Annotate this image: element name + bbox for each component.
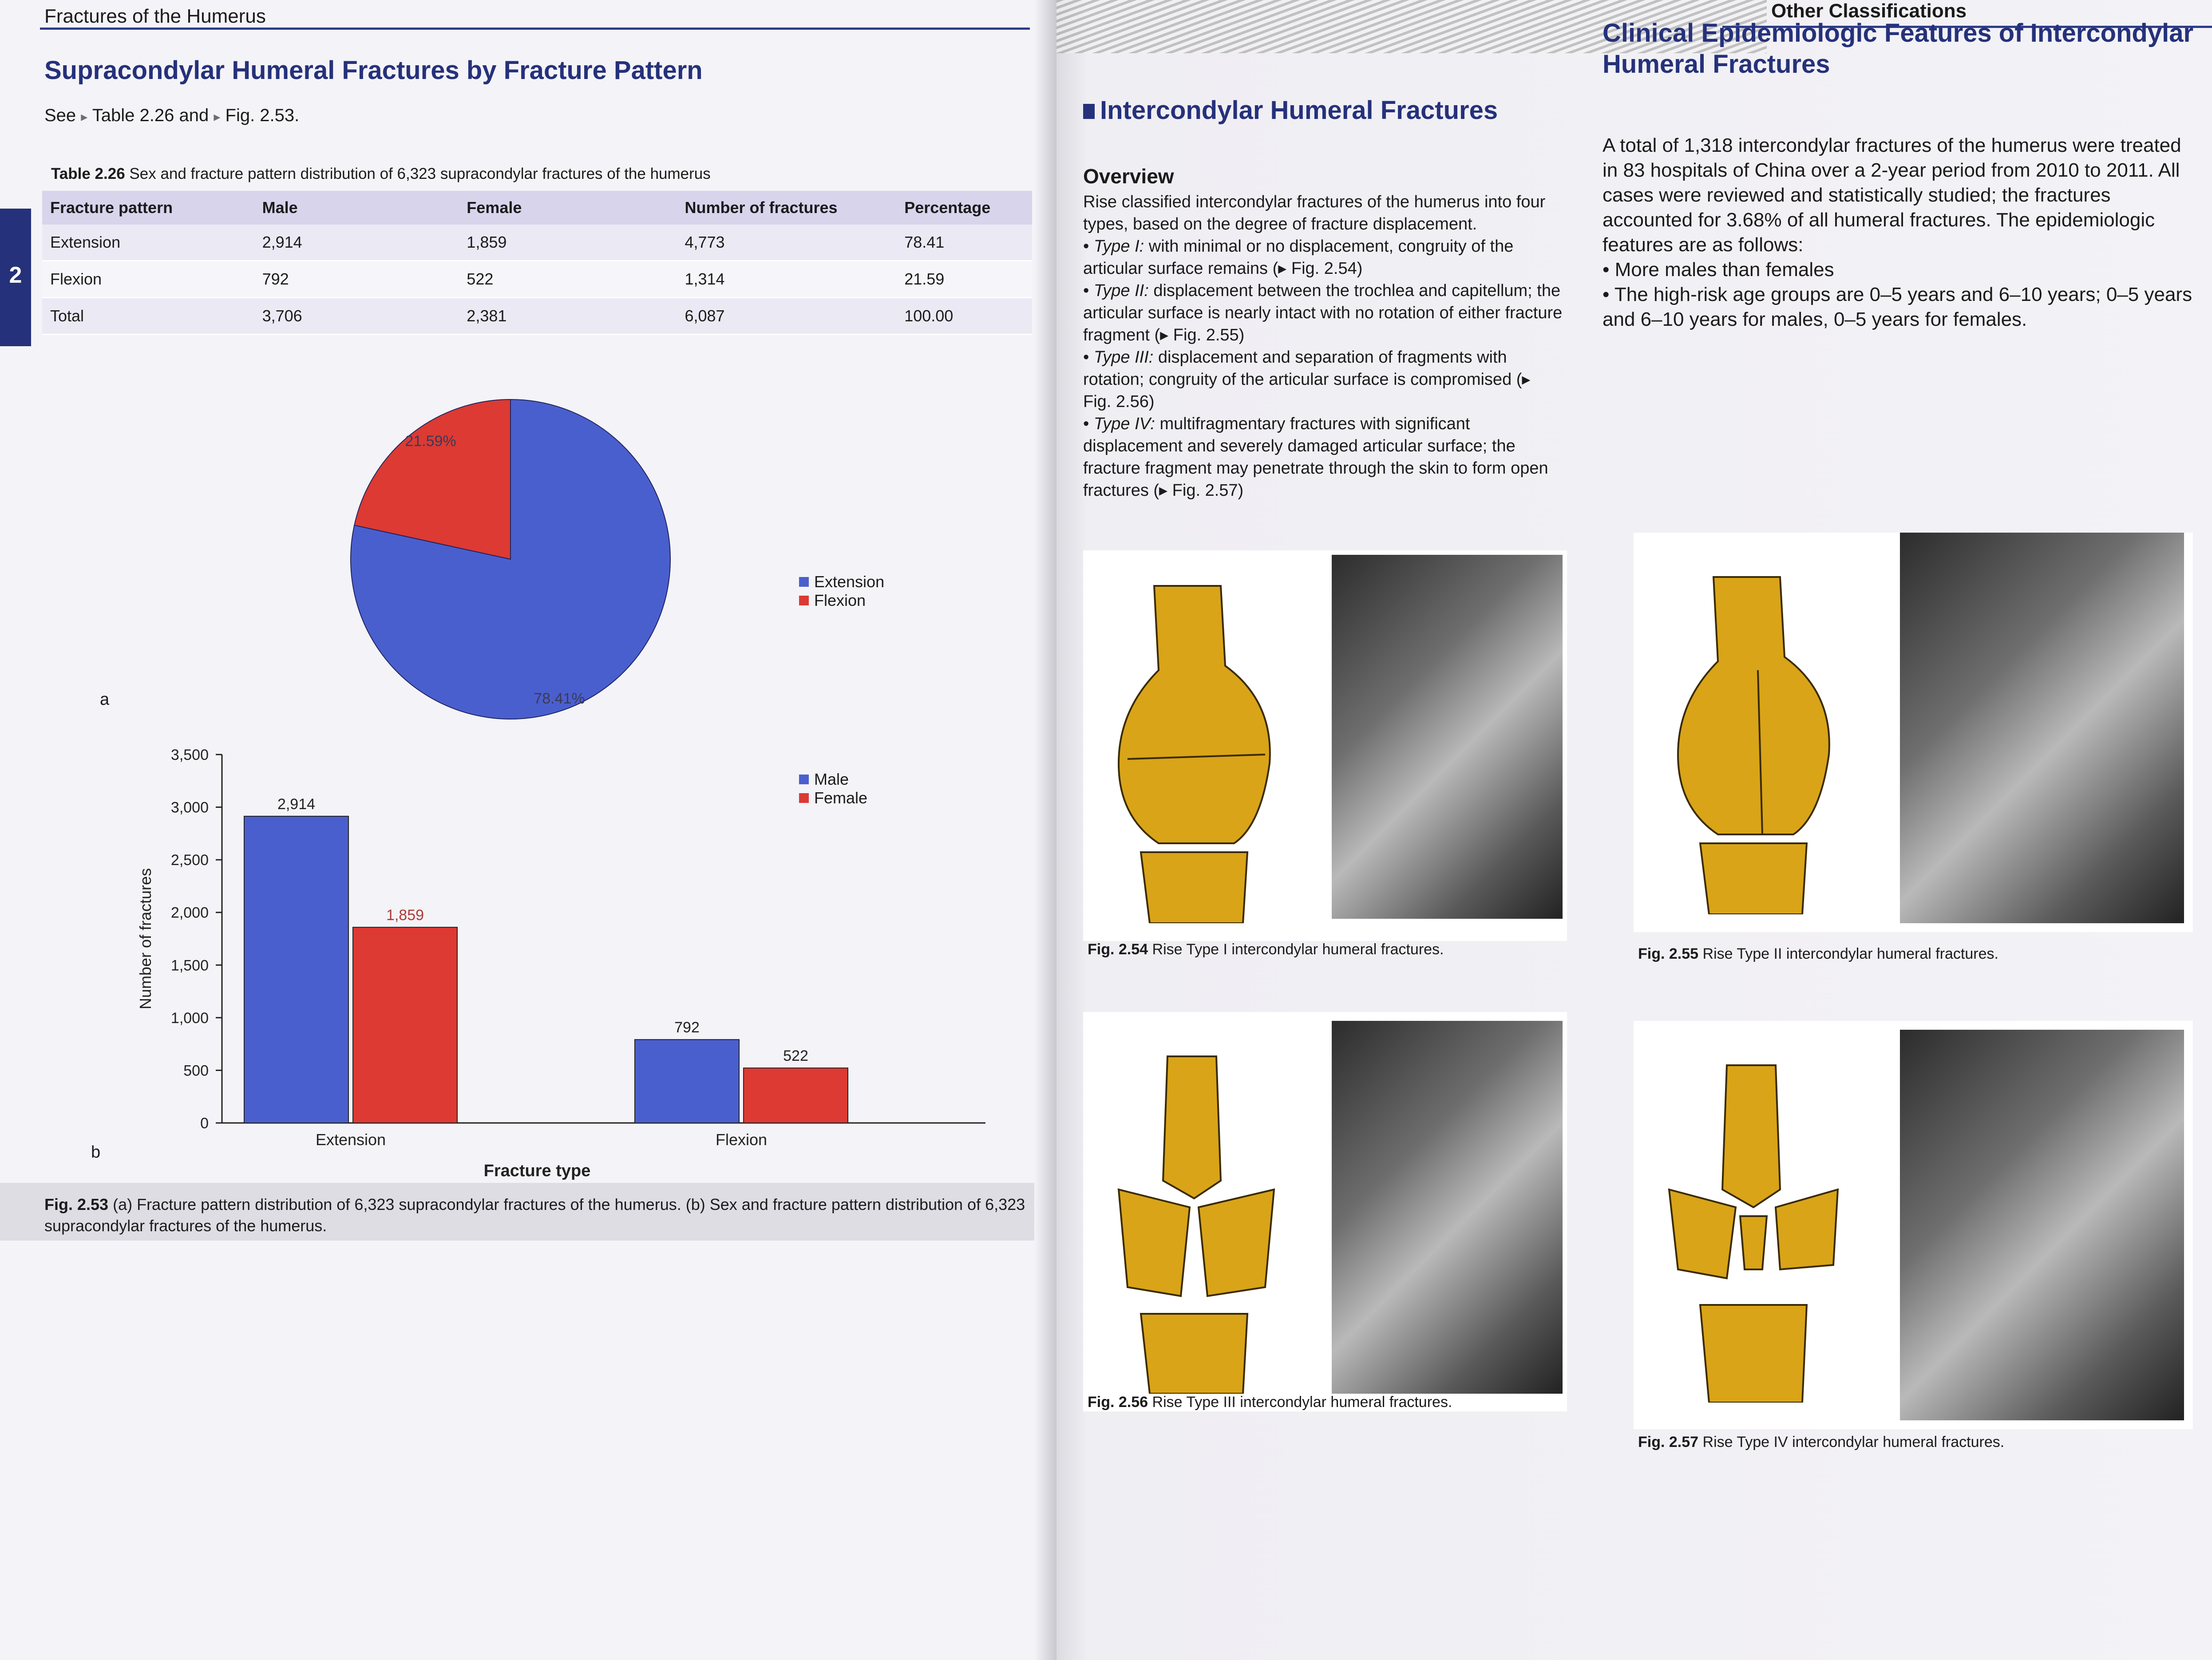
chapter-tab: 2 [0, 209, 31, 346]
table-cell: 1,859 [459, 225, 677, 261]
type-item: • Type III: displacement and separation of fragments with rotation; congruity of the articular surface is compromised (▸ Fig. 2.56) [1083, 348, 1531, 411]
data-table [42, 191, 1032, 335]
bone-illustration [1101, 577, 1292, 923]
legend-label: Male [814, 770, 849, 788]
pie-legend [799, 573, 884, 610]
legend-swatch [799, 577, 809, 587]
table-cell: Flexion [42, 261, 254, 298]
type-text: displacement between the trochlea and capitellum; the articular surface is nearly intact with no rotation of either fracture fragment (▸ Fig. 2.55) [1083, 281, 1563, 344]
table-cell: 2,381 [459, 298, 677, 335]
legend-swatch [799, 596, 809, 605]
section-title [1083, 95, 1498, 125]
bar-legend [799, 770, 867, 807]
table-row [42, 298, 1032, 335]
xray-image [1900, 1030, 2184, 1420]
type-item: • Type II: displacement between the trochlea and capitellum; the articular surface is nearly intact with no rotation of either fracture fragment (▸ Fig. 2.55) [1083, 281, 1563, 344]
bar-data-label: 792 [674, 1019, 700, 1036]
legend-item [799, 573, 884, 591]
type-text: multifragmentary fractures with significant displacement and severely damaged articular surface; the fracture fragment may penetrate through the skin to form open fractures (▸ Fig. 2.57) [1083, 415, 1548, 500]
pie-chart [311, 373, 710, 737]
figure-label: Fig. 2.57 [1638, 1434, 1699, 1451]
xray-image [1900, 533, 2184, 923]
table-cell: 21.59 [896, 261, 1032, 298]
subhead: Overview [1083, 165, 1174, 188]
clinical-bullet: • The high-risk age groups are 0–5 years and 6–10 years; 0–5 years and 6–10 years for males, 0–5 years for females. [1603, 284, 2192, 330]
type-item: • Type I: with minimal or no displacement, congruity of the articular surface remains (▸ Fig. 2.54) [1083, 237, 1514, 278]
bar-female-extension [353, 927, 457, 1123]
figure-caption-label: Fig. 2.53 [44, 1195, 109, 1213]
col-header: Percentage [896, 191, 1032, 225]
running-head-left: Fractures of the Humerus [44, 5, 266, 27]
clinical-text [1603, 133, 2197, 332]
bar-data-label: 2,914 [277, 795, 316, 813]
bone-illustration [1101, 1047, 1292, 1394]
bar-female-flexion [744, 1068, 848, 1123]
clinical-title: Clinical Epidemiologic Features of Intercondylar Humeral Fractures [1603, 19, 2194, 79]
table-header-row [42, 191, 1032, 225]
figure-text: Rise Type I intercondylar humeral fractures. [1152, 941, 1444, 958]
legend-item [799, 770, 867, 789]
table-cell: 1,314 [677, 261, 896, 298]
y-tick-label: 2,500 [170, 852, 209, 869]
intro-paragraph: Rise classified intercondylar fractures of the humerus into four types, based on the degree of fracture displacement. [1083, 193, 1546, 233]
figure-panel [1083, 550, 1567, 941]
legend-label: Female [814, 789, 868, 807]
table-cell: 100.00 [896, 298, 1032, 335]
see-figure-link[interactable]: Fig. 2.53. [225, 106, 300, 125]
legend-item [799, 591, 884, 610]
legend-item [799, 789, 867, 807]
table-caption-text: Sex and fracture pattern distribution of 6,323 supracondylar fractures of the humerus [129, 165, 711, 182]
bone-illustration [1660, 1056, 1851, 1403]
type-text: displacement and separation of fragments with rotation; congruity of the articular surface is compromised (▸ Fig. 2.56) [1083, 348, 1531, 411]
type-label: Type III: [1093, 348, 1154, 367]
left-page [0, 0, 1057, 1660]
y-tick-label: 500 [183, 1062, 209, 1079]
figure-text: Rise Type IV intercondylar humeral fractures. [1702, 1434, 2005, 1451]
running-head-right: Other Classifications [1771, 0, 1967, 22]
right-page [1057, 0, 2212, 1660]
table-caption [51, 165, 711, 183]
table-cell: 6,087 [677, 298, 896, 335]
legend-swatch [799, 793, 809, 803]
x-tick-label: Flexion [715, 1130, 768, 1149]
figure-panel [1634, 533, 2193, 932]
col-header: Female [459, 191, 677, 225]
y-tick-label: 0 [200, 1115, 209, 1132]
see-table-link[interactable]: Table 2.26 and [92, 106, 209, 125]
y-tick-label: 3,500 [170, 747, 209, 763]
y-tick-label: 1,000 [170, 1009, 209, 1027]
bar-male-flexion [635, 1039, 739, 1123]
bar-data-label: 522 [783, 1047, 808, 1065]
panel-b-label: b [91, 1143, 101, 1162]
clinical-bullet: • More males than females [1603, 259, 1834, 281]
figure-caption [1088, 941, 1444, 958]
figure-label: Fig. 2.54 [1088, 941, 1148, 958]
x-tick-label: Extension [315, 1130, 386, 1149]
figure-caption-text: (a) Fracture pattern distribution of 6,323 supracondylar fractures of the humerus. (b) Sex and fracture pattern distribution of 6,323 supracondylar fractures of the humerus. [44, 1195, 1025, 1235]
type-label: Type I: [1093, 237, 1144, 256]
pie-data-label: 21.59% [405, 433, 456, 450]
y-tick-label: 3,000 [170, 799, 209, 816]
header-rule [40, 28, 1030, 30]
legend-label: Extension [814, 573, 885, 591]
xray-image [1332, 555, 1563, 919]
y-tick-label: 1,500 [170, 957, 209, 974]
figure-text: Rise Type III intercondylar humeral fractures. [1152, 1394, 1452, 1411]
bar-chart [133, 728, 1021, 1194]
table-caption-label: Table 2.26 [51, 165, 125, 182]
figure-caption [1638, 945, 1998, 963]
section-title: Supracondylar Humeral Fractures by Fracture Pattern [44, 56, 703, 85]
see-prefix: See [44, 106, 76, 125]
clinical-bullet-text: The high-risk age groups are 0–5 years and 6–10 years; 0–5 years and 6–10 years for males, 0–5 years for females. [1603, 284, 2192, 330]
type-label: Type II: [1093, 281, 1149, 300]
table-cell: 78.41 [896, 225, 1032, 261]
xray-image [1332, 1021, 1563, 1394]
bar-male-extension [244, 816, 348, 1123]
table-cell: 3,706 [254, 298, 459, 335]
clinical-paragraph: A total of 1,318 intercondylar fractures of the humerus were treated in 83 hospitals of China over a 2-year period from 2010 to 2011. All cases were reviewed and statistically studied; the fractures accounted for 3.68% of all humeral fractures. The epidemiologic features are as follows: [1603, 134, 2181, 256]
arrow-icon: ▸ [214, 110, 221, 124]
figure-text: Rise Type II intercondylar humeral fractures. [1702, 945, 1998, 962]
table-cell: 4,773 [677, 225, 896, 261]
type-item: • Type IV: multifragmentary fractures with significant displacement and severely damaged articular surface; the fracture fragment may penetrate through the skin to form open fractures (▸ Fig. 2.57) [1083, 415, 1548, 500]
y-tick-label: 2,000 [170, 904, 209, 921]
arrow-icon: ▸ [81, 110, 88, 124]
table-cell: 792 [254, 261, 459, 298]
figure-panel [1634, 1021, 2193, 1429]
col-header: Number of fractures [677, 191, 896, 225]
figure-caption [44, 1194, 1030, 1237]
bone-illustration [1660, 568, 1851, 914]
panel-a-label: a [100, 690, 110, 709]
col-header: Male [254, 191, 459, 225]
table-row [42, 225, 1032, 261]
legend-label: Flexion [814, 591, 866, 609]
table-cell: 2,914 [254, 225, 459, 261]
overview-text [1083, 191, 1563, 502]
section-title-text: Intercondylar Humeral Fractures [1100, 96, 1498, 125]
see-line [44, 106, 299, 126]
pie-data-label: 78.41% [534, 690, 585, 707]
bar-data-label: 1,859 [386, 907, 424, 924]
y-axis-label: Number of fractures [136, 868, 154, 1010]
table-cell: Extension [42, 225, 254, 261]
type-text: with minimal or no displacement, congruity of the articular surface remains (▸ Fig. 2.54) [1083, 237, 1514, 278]
table-row [42, 261, 1032, 298]
table-cell: Total [42, 298, 254, 335]
section-marker-icon [1083, 104, 1095, 119]
figure-caption [1088, 1394, 1452, 1411]
legend-swatch [799, 775, 809, 784]
type-label: Type IV: [1093, 415, 1155, 433]
x-axis-label: Fracture type [483, 1162, 591, 1180]
table-cell: 522 [459, 261, 677, 298]
figure-label: Fig. 2.55 [1638, 945, 1699, 962]
figure-label: Fig. 2.56 [1088, 1394, 1148, 1411]
figure-caption [1638, 1434, 2004, 1451]
col-header: Fracture pattern [42, 191, 254, 225]
clinical-bullet-text: More males than females [1614, 259, 1834, 281]
figure-panel [1083, 1012, 1567, 1411]
